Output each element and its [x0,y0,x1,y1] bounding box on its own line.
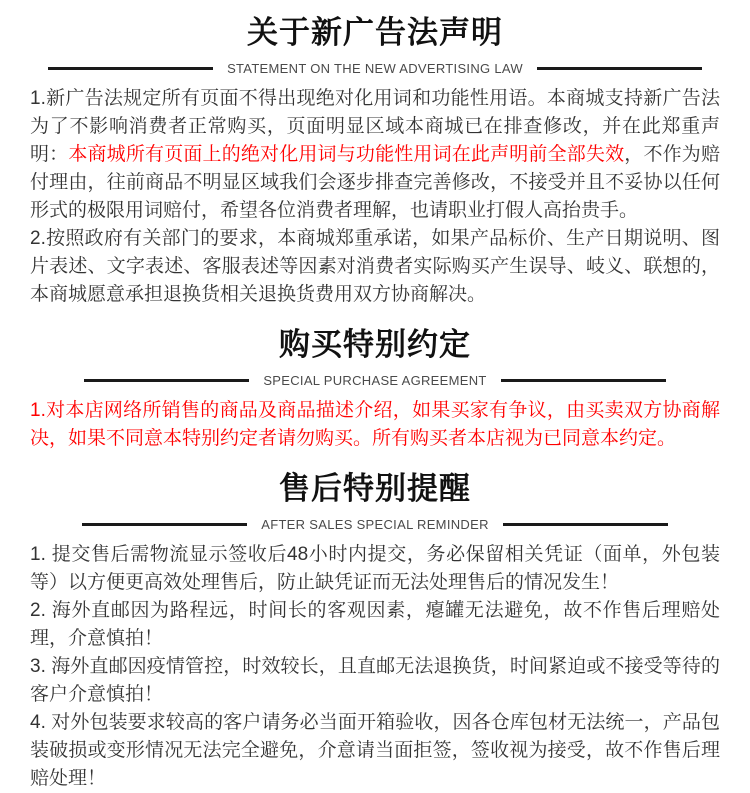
subtitle-row-purchase-agreement [30,371,720,389]
aftersales-item-1: 1. 提交售后需物流显示签收后48小时内提交，务必保留相关凭证（面单，外包装等）以方便更高效处理售后，防止缺凭证而无法处理售后的情况发生！ [30,544,720,593]
para1-red-invalidation-statement: 本商城所有页面上的绝对化用词与功能性用词在此声明前全部失效 [68,144,625,165]
subtitle-left-rule [48,67,213,70]
aftersales-item-3: 3. 海外直邮因疫情管控，时效较长，且直邮无法退换货，时间紧迫或不接受等待的客户介意慎拍！ [30,656,720,705]
section-title-aftersales-reminder: 售后特别提醒 [279,471,471,506]
section-subtitle-purchase-agreement: SPECIAL PURCHASE AGREEMENT [263,372,487,388]
paragraph-advertising-1 [30,85,720,225]
subtitle-row-aftersales-reminder [30,515,720,533]
subtitle-row-advertising-law [30,59,720,77]
subtitle-left-rule [82,523,247,526]
paragraph-advertising-2: 2.按照政府有关部门的要求，本商城郑重承诺，如果产品标价、生产日期说明、图片表述、文字表述、客服表述等因素对消费者实际购买产生误导、岐义、联想的，本商城愿意承担退换货相关退换货费用双方协商解决。 [30,228,720,305]
purchase-agreement-body [30,397,720,453]
subtitle-right-rule [503,523,668,526]
subtitle-right-rule [501,379,666,382]
para1-lead-text: 1.新广告法规定所有页面不得出现绝对化用词和功能性用语。本商城支持新广告法为了不影响消费者正常购买，页面明显区域本商城已在排查修改，并在此郑重声明： [30,88,720,165]
aftersales-item-4: 4. 对外包装要求较高的客户请务必当面开箱验收，因各仓库包材无法统一，产品包装破损或变形情况无法完全避免，介意请当面拒签，签收视为接受，故不作售后理赔处理！ [30,712,720,789]
section-aftersales-reminder [30,470,720,793]
section-title-advertising-law: 关于新广告法声明 [247,15,503,50]
paragraph-purchase-agreement: 1.对本店网络所销售的商品及商品描述介绍，如果买家有争议，由买卖双方协商解决，如果不同意本特别约定者请勿购买。所有购买者本店视为已同意本约定。 [30,400,720,449]
aftersales-item-2: 2. 海外直邮因为路程远，时间长的客观因素，瘪罐无法避免，故不作售后理赔处理，介意慎拍！ [30,600,720,649]
section-title-purchase-agreement: 购买特别约定 [279,327,471,362]
section-subtitle-aftersales-reminder: AFTER SALES SPECIAL REMINDER [261,516,489,532]
subtitle-left-rule [84,379,249,382]
section-advertising-law [30,0,720,309]
para1-tail-text: ，不作为赔付理由，往前商品不明显区域我们会逐步排查完善修改，不接受并且不妥协以任何形式的极限用词赔付，希望各位消费者理解，也请职业打假人高抬贵手。 [30,144,720,221]
section-purchase-agreement [30,326,720,453]
section-subtitle-advertising-law: STATEMENT ON THE NEW ADVERTISING LAW [227,60,523,76]
aftersales-body [30,541,720,793]
subtitle-right-rule [537,67,702,70]
advertising-law-body [30,85,720,309]
